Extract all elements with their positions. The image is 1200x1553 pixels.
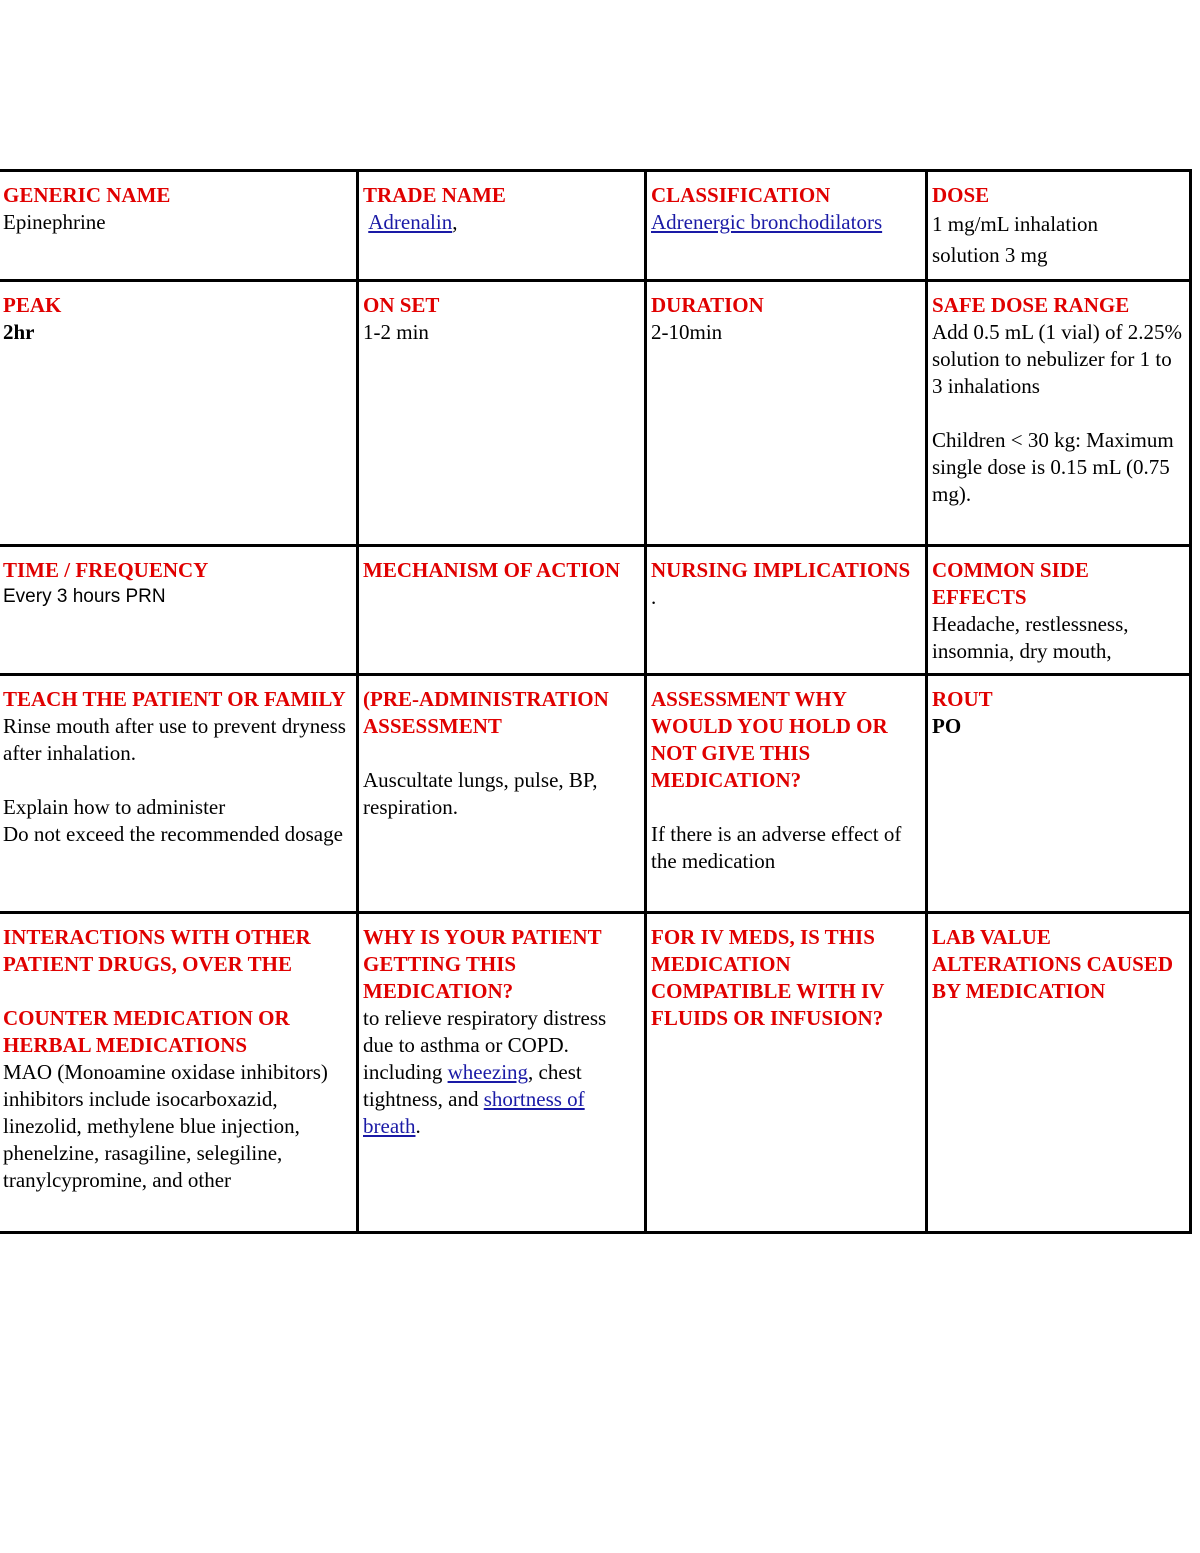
interactions-cell [0, 913, 358, 1233]
why-text-b: , chest tightness, and [363, 1060, 582, 1111]
pre-admin-value: Auscultate lungs, pulse, BP, respiration. [363, 768, 598, 819]
teach-label: TEACH THE PATIENT OR FAMILY [3, 687, 346, 711]
route-cell [927, 675, 1191, 913]
drug-card-table [0, 169, 1192, 1234]
why-text-c: . [415, 1114, 421, 1138]
nursing-label: NURSING IMPLICATIONS [651, 558, 911, 582]
hold-cell [646, 675, 927, 913]
duration-value: 2-10min [651, 320, 723, 344]
interactions-label-1: INTERACTIONS WITH OTHER PATIENT DRUGS, OVER THE [3, 925, 311, 976]
trade-name-link[interactable]: Adrenalin [368, 210, 453, 234]
mechanism-label: MECHANISM OF ACTION [363, 558, 621, 582]
peak-label: PEAK [3, 293, 62, 317]
interactions-value: MAO (Monoamine oxidase inhibitors) inhibitors include isocarboxazid, linezolid, methylene blue injection, phenelzine, rasagiline, selegiline, tranylcypromine, and other [3, 1060, 328, 1192]
duration-cell [646, 281, 927, 546]
interactions-label-2: COUNTER MEDICATION OR HERBAL MEDICATIONS [3, 1006, 290, 1057]
time-frequency-value: Every 3 hours PRN [3, 586, 166, 607]
table-row [0, 913, 1191, 1233]
iv-label: FOR IV MEDS, IS THIS MEDICATION COMPATIBLE WITH IV FLUIDS OR INFUSION? [651, 925, 884, 1030]
teach-text-2: Explain how to administer [3, 795, 226, 819]
generic-name-cell [0, 171, 358, 281]
teach-text-1: Rinse mouth after use to prevent dryness after inhalation. [3, 714, 346, 765]
why-label: WHY IS YOUR PATIENT GETTING THIS MEDICATION? [363, 925, 602, 1003]
safe-dose-adult: Add 0.5 mL (1 vial) of 2.25% solution to nebulizer for 1 to 3 inhalations [932, 320, 1183, 398]
hold-value: If there is an adverse effect of the medication [651, 822, 902, 873]
onset-label: ON SET [363, 293, 440, 317]
lab-label: LAB VALUE ALTERATIONS CAUSED BY MEDICATION [932, 925, 1173, 1003]
peak-cell [0, 281, 358, 546]
table-row [0, 281, 1191, 546]
trade-name-cell [358, 171, 646, 281]
why-text-a: to relieve respiratory distress due to asthma or COPD. including [363, 1006, 607, 1084]
onset-value: 1-2 min [363, 320, 429, 344]
teach-text-3: Do not exceed the recommended dosage [3, 822, 343, 846]
table-row [0, 675, 1191, 913]
side-effects-label: COMMON SIDE EFFECTS [932, 558, 1089, 609]
dose-label: DOSE [932, 183, 990, 207]
teach-cell [0, 675, 358, 913]
time-frequency-cell [0, 546, 358, 675]
wheezing-link[interactable]: wheezing [447, 1060, 529, 1084]
side-effects-value: Headache, restlessness, insomnia, dry mouth, [932, 612, 1129, 663]
generic-name-value: Epinephrine [3, 210, 106, 234]
safe-dose-cell [927, 281, 1191, 546]
duration-label: DURATION [651, 293, 764, 317]
time-frequency-label: TIME / FREQUENCY [3, 558, 209, 582]
shortness-of-breath-link[interactable]: shortness of breath [363, 1087, 585, 1138]
side-effects-cell [927, 546, 1191, 675]
route-value: PO [932, 714, 962, 738]
dose-line-2: solution 3 mg [932, 243, 1048, 267]
pre-admin-label: (PRE-ADMINISTRATION ASSESSMENT [363, 687, 609, 738]
table-row [0, 546, 1191, 675]
lab-cell [927, 913, 1191, 1233]
classification-label: CLASSIFICATION [651, 183, 831, 207]
table-row [0, 171, 1191, 281]
peak-value: 2hr [3, 320, 35, 344]
classification-link[interactable]: Adrenergic bronchodilators [651, 210, 883, 234]
generic-name-label: GENERIC NAME [3, 183, 171, 207]
nursing-value: . [651, 585, 657, 609]
trade-name-suffix: , [452, 210, 458, 234]
trade-name-label: TRADE NAME [363, 183, 506, 207]
why-cell [358, 913, 646, 1233]
safe-dose-label: SAFE DOSE RANGE [932, 293, 1130, 317]
safe-dose-children: Children < 30 kg: Maximum single dose is 0.15 mL (0.75 mg). [932, 428, 1174, 506]
pre-admin-cell [358, 675, 646, 913]
mechanism-cell [358, 546, 646, 675]
classification-cell [646, 171, 927, 281]
nursing-cell [646, 546, 927, 675]
hold-label: ASSESSMENT WHY WOULD YOU HOLD OR NOT GIVE THIS MEDICATION? [651, 687, 888, 792]
onset-cell [358, 281, 646, 546]
iv-cell [646, 913, 927, 1233]
dose-cell [927, 171, 1191, 281]
dose-line-1: 1 mg/mL inhalation [932, 212, 1099, 236]
route-label: ROUT [932, 687, 993, 711]
